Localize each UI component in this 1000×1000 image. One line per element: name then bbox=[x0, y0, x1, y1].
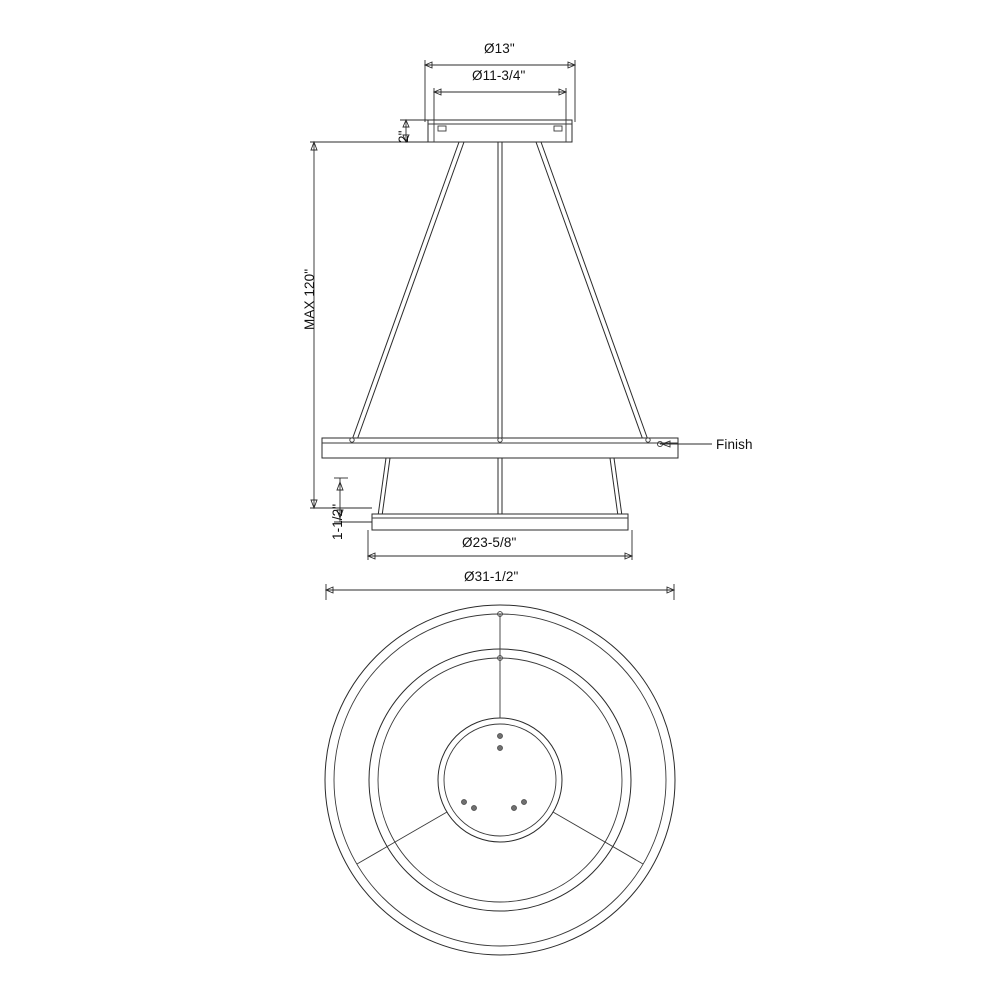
dim-label-ring-spacing: 1-1/2" bbox=[330, 503, 345, 540]
outer-ring-elevation bbox=[322, 438, 678, 458]
lower-cables bbox=[378, 458, 622, 516]
dim-outer-ring bbox=[326, 584, 674, 600]
dim-canopy-inner bbox=[434, 88, 566, 122]
dim-label-outer-ring-diameter: Ø31-1/2" bbox=[464, 569, 519, 584]
finish-leader bbox=[660, 441, 712, 447]
dim-label-canopy-outer-diameter: Ø13" bbox=[484, 41, 515, 56]
dim-label-canopy-inner-diameter: Ø11-3/4" bbox=[472, 68, 526, 83]
dim-label-max-drop-height: MAX 120" bbox=[302, 268, 317, 330]
elevation-view bbox=[310, 60, 712, 600]
canopy bbox=[428, 120, 572, 142]
callout-label-finish: Finish bbox=[716, 437, 753, 452]
inner-ring-elevation bbox=[372, 514, 628, 530]
dim-label-canopy-height: 2" bbox=[396, 130, 411, 143]
plan-view bbox=[325, 605, 675, 955]
dim-label-inner-ring-diameter: Ø23-5/8" bbox=[462, 535, 517, 550]
suspension-cables bbox=[352, 142, 648, 440]
